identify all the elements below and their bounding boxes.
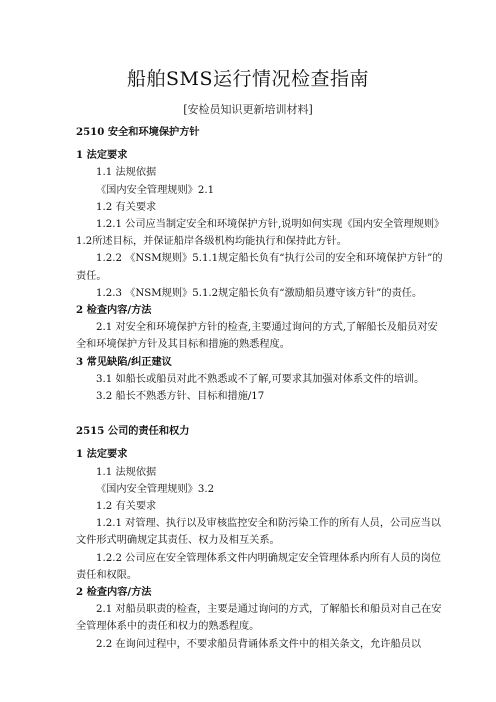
paragraph: 3.1 如船长或船员对此不熟悉或不了解,可要求其加强对体系文件的培训。 <box>96 373 425 385</box>
paragraph: 2.1 对船员职责的检查，主要是通过询问的方式，了解船长和船员对自己在安全管理体系中的责任和权力的熟悉程度。 <box>76 604 442 633</box>
document-body <box>76 124 444 653</box>
paragraph: 1.2.2 公司应在安全管理体系文件内明确规定安全管理体系内所有人员的岗位责任和权限。 <box>76 552 441 581</box>
paragraph: 1.2.1 对管理、执行以及审核监控安全和防污染工作的所有人员，公司应当以文件形式明确规定其责任、权力及相互关系。 <box>76 518 441 547</box>
paragraph: 2.2 在询问过程中，不要求船员背诵体系文件中的相关条文，允许船员以 <box>96 638 422 650</box>
section-heading-2510: 2510 安全和环境保护方针 <box>76 126 200 138</box>
paragraph: 1.1 法规依据 <box>96 167 157 179</box>
paragraph: 1.2 有关要求 <box>96 501 157 513</box>
paragraph: 3.2 船长不熟悉方针、目标和措施/17 <box>96 391 265 403</box>
document-subtitle: [安检员知识更新培训材料] <box>183 103 313 116</box>
paragraph: 《国内安全管理规则》2.1 <box>96 184 215 196</box>
paragraph: 1.2.1 公司应当制定安全和环境保护方针,说明如何实现《国内安全管理规则》1.2所述目标，并保证船岸各级机构均能执行和保持此方针。 <box>76 219 440 248</box>
subheading-legal-requirements: 1 法定要求 <box>76 149 128 162</box>
subheading-common-defects: 3 常见缺陷/纠正建议 <box>76 355 172 368</box>
subheading-check-content: 2 检查内容/方法 <box>76 304 152 317</box>
paragraph: 1.1 法规依据 <box>96 466 157 478</box>
paragraph: 《国内安全管理规则》3.2 <box>96 483 215 495</box>
paragraph: 2.1 对安全和环境保护方针的检查,主要通过询问的方式,了解船长及船员对安全和环境保护方针及其目标和措施的熟悉程度。 <box>76 322 438 351</box>
paragraph: 1.2.2 《NSM规则》5.1.1规定船长负有“执行公司的安全和环境保护方针”的责任。 <box>76 253 443 282</box>
subheading-legal-requirements: 1 法定要求 <box>76 448 128 461</box>
paragraph: 1.2 有关要求 <box>96 201 157 213</box>
paragraph: 1.2.3 《NSM规则》5.1.2规定船长负有“激励船员遵守该方针”的责任。 <box>96 287 423 299</box>
subheading-check-content: 2 检查内容/方法 <box>76 586 152 599</box>
section-heading-2515: 2515 公司的责任和权力 <box>76 425 190 438</box>
document-title: 船舶SMS运行情况检查指南 <box>127 68 369 90</box>
